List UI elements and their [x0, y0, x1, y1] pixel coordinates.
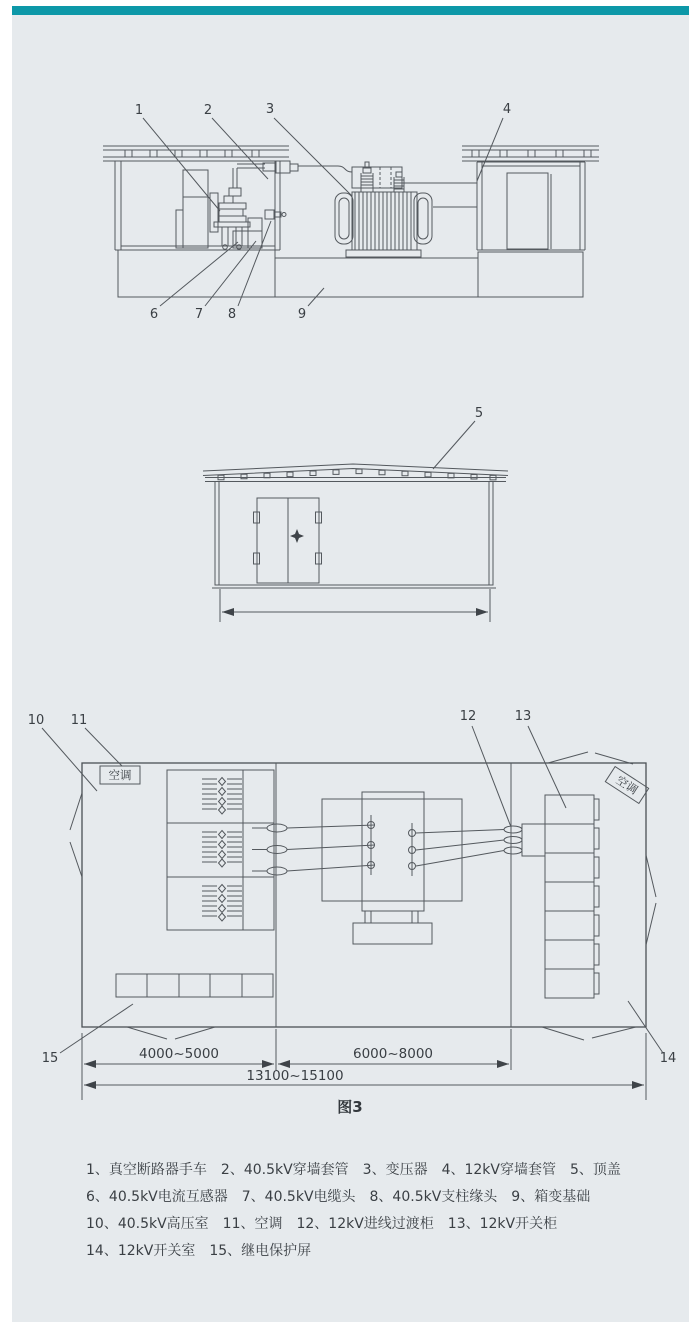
dim-middle-label: 6000~8000 [352, 1046, 434, 1062]
callout-6: 6 [149, 307, 159, 322]
side-view-callouts [135, 102, 511, 322]
relay-protection-panel [116, 974, 273, 997]
side-elevation-view [103, 102, 599, 322]
end-view-walls [212, 482, 496, 589]
callout-12: 12 [459, 709, 477, 724]
callout-14: 14 [659, 1051, 677, 1066]
ac-label-right: 空调 [613, 772, 641, 798]
dim-left-label: 4000~5000 [138, 1046, 220, 1062]
switch-room-walls [477, 162, 585, 250]
plan-dimensions [82, 1029, 646, 1100]
callout-2: 2 [203, 103, 213, 118]
plan-partition-walls [276, 763, 511, 1027]
legend-line-2: 6、40.5kV电流互感器 7、40.5kV电缆头 8、40.5kV支柱缘头 9、箱变基础 [86, 1189, 591, 1205]
ac-label-left: 空调 [108, 768, 132, 782]
end-elevation-view [203, 406, 508, 622]
dim-overall-label: 13100~15100 [246, 1068, 344, 1084]
callout-7: 7 [194, 307, 204, 322]
callout-5: 5 [474, 406, 484, 421]
legend-line-3: 10、40.5kV高压室 11、空调 12、12kV进线过渡柜 13、12kV开关柜 [86, 1216, 558, 1232]
callout-3: 3 [265, 102, 275, 117]
end-view-callout [433, 406, 483, 469]
lv-bushing-connections [416, 824, 545, 866]
callout-13: 13 [514, 709, 532, 724]
callout-15: 15 [41, 1051, 59, 1066]
callout-10: 10 [27, 713, 45, 728]
hv-room-walls [115, 161, 280, 250]
callout-4: 4 [502, 102, 512, 117]
door-emblem-icon [290, 529, 304, 543]
callout-1: 1 [134, 103, 144, 118]
hv-bushing-connections [252, 824, 375, 875]
callout-11: 11 [70, 713, 88, 728]
legend-line-1: 1、真空断路器手车 2、40.5kV穿墙套管 3、变压器 4、12kV穿墙套管 5、顶盖 [86, 1162, 621, 1178]
switch-room-roof [462, 146, 599, 161]
transformer-plan [322, 792, 462, 944]
vacuum-breaker-handcart [210, 193, 250, 249]
hv-room-roof [103, 146, 289, 161]
plan-view [28, 709, 677, 1116]
ac-unit-right [605, 767, 648, 804]
callout-9: 9 [297, 307, 307, 322]
end-view-dimension [220, 589, 490, 622]
hv-room-cabinet [176, 170, 208, 248]
legend-line-4: 14、12kV开关室 15、继电保护屏 [86, 1243, 312, 1259]
top-cover-roof [203, 464, 508, 482]
callout-8: 8 [227, 307, 237, 322]
ac-unit-left [100, 766, 140, 784]
figure-caption: 图3 [337, 1098, 363, 1116]
double-door [254, 498, 322, 583]
transformer-elevation [335, 162, 432, 257]
lv-switchgear-column [545, 795, 599, 998]
